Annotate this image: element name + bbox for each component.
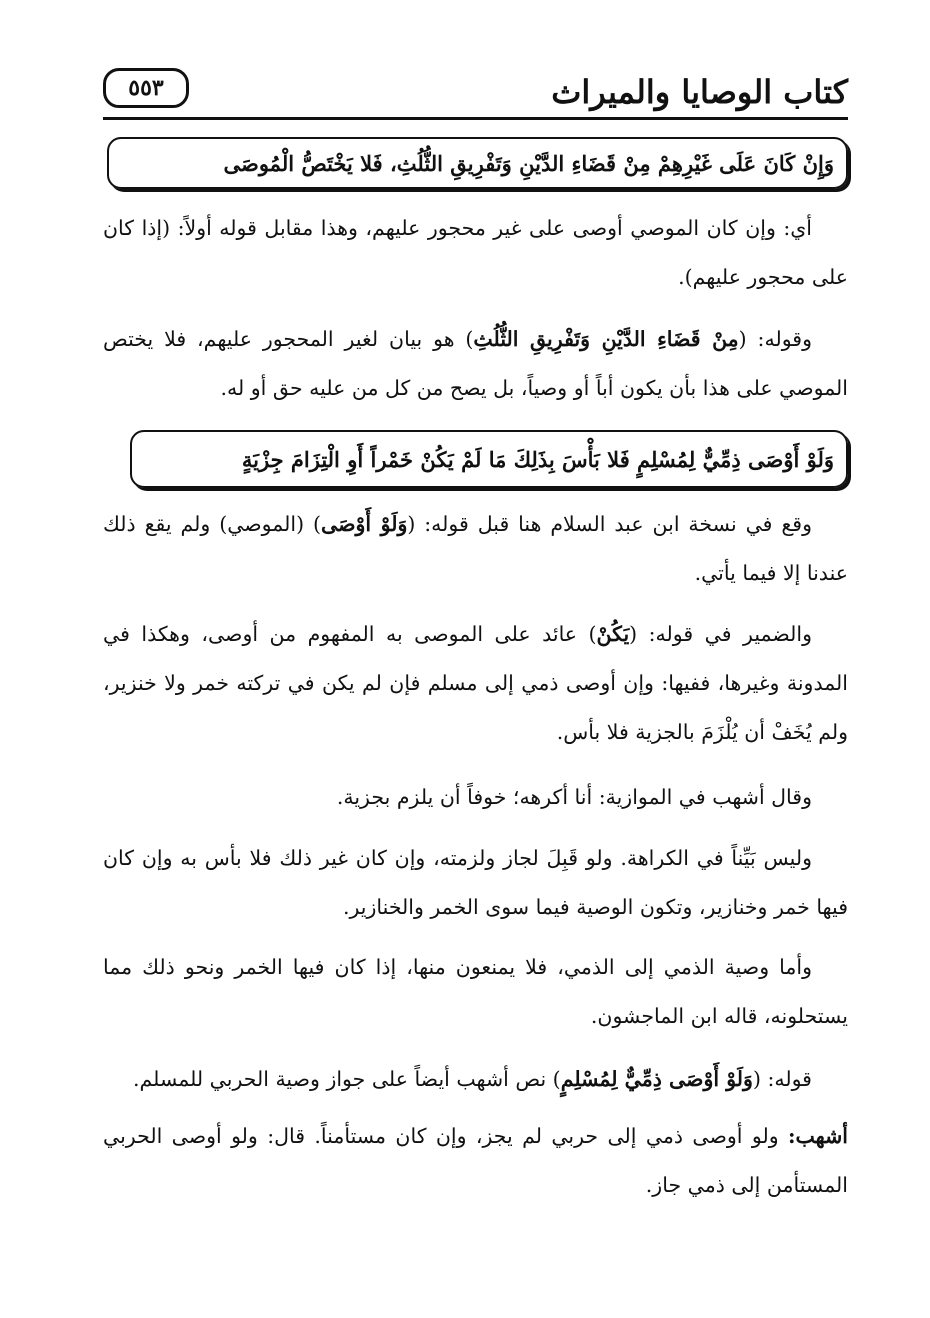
inline-matn-quote: يَكُنْ [596,622,630,646]
paragraph-text: ) هو بيان لغير المحجور عليهم، فلا يختص الموصي على هذا بأن يكون أباً أو وصياً، بل يصح من كل من عليه حق أو له. [103,327,848,400]
commentary-paragraph [103,1112,848,1210]
commentary-paragraph [103,610,848,757]
commentary-paragraph [103,204,848,302]
page-number: ٥٥٣ [103,68,189,108]
paragraph-text: أي: وإن كان الموصي أوصى على غير محجور عليهم، وهذا مقابل قوله أولاً: (إذا كان على محجور عليهم). [103,216,848,289]
paragraph-text: والضمير في قوله: ( [629,622,813,646]
paragraph-text: وقوله: ( [738,327,812,351]
commentary-paragraph [103,1055,848,1104]
commentary-paragraph [103,773,848,822]
inline-matn-quote: مِنْ قَضَاءِ الدَّيْنِ وَتَفْرِيقِ الثُّلُثِ [473,327,739,351]
inline-matn-quote: وَلَوْ أَوْصَى [320,512,408,536]
paragraph-text: ولو أوصى ذمي إلى حربي لم يجز، وإن كان مستأمناً. قال: ولو أوصى الحربي المستأمن إلى ذمي جاز. [103,1124,848,1197]
commentary-paragraph [103,943,848,1041]
book-title: كتاب الوصايا والميراث [551,73,848,111]
paragraph-text: ) عائد على الموصى به المفهوم من أوصى، وهكذا في المدونة وغيرها، ففيها: وإن أوصى ذمي إلى مسلم فإن لم يكن في تركته خمر ولا خنزير، ولم يُخَفْ أن يُلْزَمَ بالجزية فلا بأس. [103,622,848,744]
paragraph-text: وقال أشهب في الموازية: أنا أكرهه؛ خوفاً أن يلزم بجزية. [336,785,812,809]
commentary-paragraph [103,500,848,598]
matn-text: وَإِنْ كَانَ عَلَى غَيْرِهِمْ مِنْ قَضَاءِ الدَّيْنِ وَتَفْرِيقِ الثُّلُثِ، فَلا يَخْتَصُّ الْمُوصَى [223,150,834,176]
commentary-paragraph [103,834,848,932]
paragraph-text: ) (الموصي) ولم يقع ذلك عندنا إلا فيما يأتي. [103,512,848,585]
speaker-label: أشهب: [787,1124,848,1148]
paragraph-text: ) نص أشهب أيضاً على جواز وصية الحربي للمسلم. [133,1067,561,1091]
inline-matn-quote: وَلَوْ أَوْصَى ذِمِّيٌّ لِمُسْلِمٍ [560,1067,753,1091]
paragraph-text: وأما وصية الذمي إلى الذمي، فلا يمنعون منها، إذا كان فيها الخمر ونحو ذلك مما يستحلونه، قاله ابن الماجشون. [103,955,848,1028]
matn-text: وَلَوْ أَوْصَى ذِمِّيٌّ لِمُسْلِمٍ فَلا بَأْسَ بِذَلِكَ مَا لَمْ يَكُنْ خَمْراً أَوِ الْتِزَامَ جِزْيَةٍ [241,446,834,472]
paragraph-text: وقع في نسخة ابن عبد السلام هنا قبل قوله: ( [407,512,812,536]
commentary-paragraph [103,315,848,413]
header-rule [103,117,848,120]
page-header [103,68,848,120]
paragraph-text: قوله: ( [752,1067,812,1091]
matn-box [130,430,848,488]
matn-box [107,137,848,189]
paragraph-text: وليس بَيِّناً في الكراهة. ولو قَبِلَ لجاز ولزمته، وإن كان غير ذلك فلا بأس به وإن كان فيها خمر وخنازير، وتكون الوصية فيما سوى الخمر والخنازير. [103,846,848,919]
